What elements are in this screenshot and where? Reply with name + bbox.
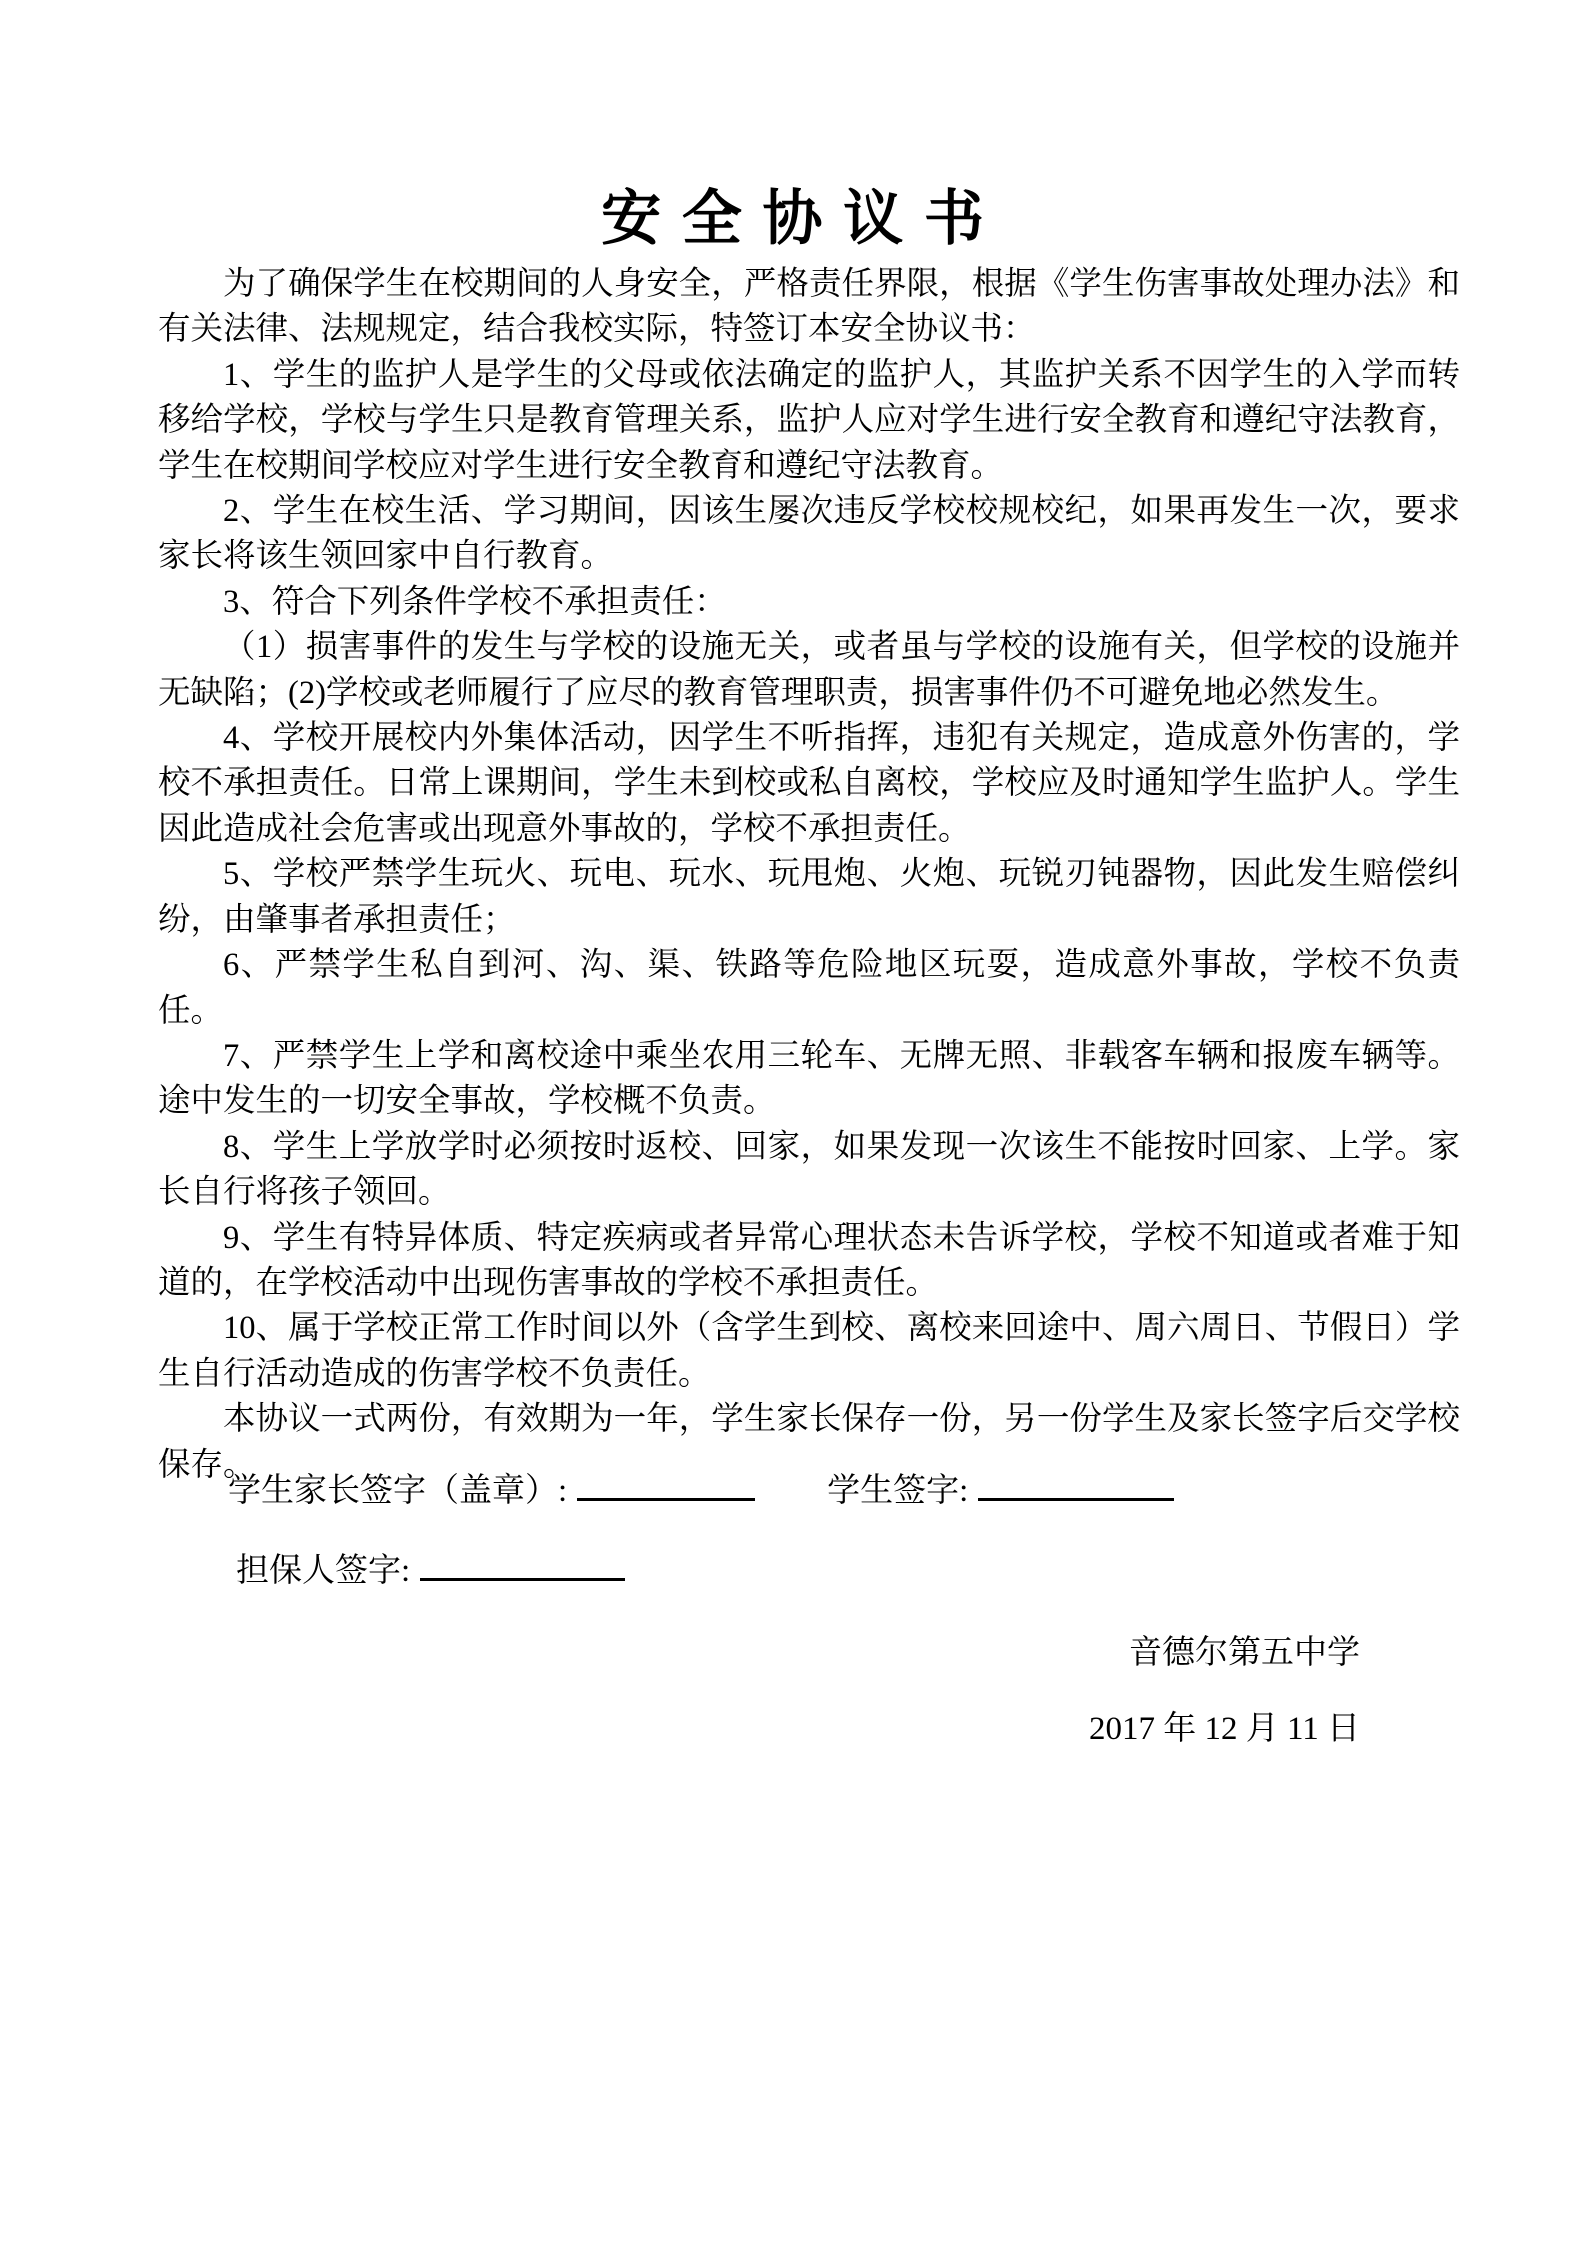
guarantor-signature-label: 担保人签字: — [236, 1553, 411, 1589]
signature-row-guarantor — [236, 1548, 625, 1594]
body-paragraph: 3、符合下列条件学校不承担责任： — [223, 583, 727, 620]
body-paragraph: 8、学生上学放学时必须按时返校、回家，如果发现一次该生不能按时回家、上学。家长自行将孩子领回。 — [158, 1128, 1460, 1211]
signature-row-parent-student — [228, 1468, 1174, 1514]
student-signature-label: 学生签字: — [827, 1473, 969, 1509]
body-paragraph: 5、学校严禁学生玩火、玩电、玩水、玩甩炮、火炮、玩锐刃钝器物，因此发生赔偿纠纷，由肇事者承担责任； — [158, 856, 1460, 938]
body-paragraph: 4、学校开展校内外集体活动，因学生不听指挥，违犯有关规定，造成意外伤害的，学校不承担责任。日常上课期间，学生未到校或私自离校，学校应及时通知学生监护人。学生因此造成社会危害或出现意外事故的，学校不承担责任。 — [158, 720, 1460, 847]
parent-signature-label: 学生家长签字（盖章）: — [228, 1473, 568, 1509]
body-paragraph: 6、严禁学生私自到河、沟、渠、铁路等危险地区玩耍，造成意外事故，学校不负责任。 — [158, 947, 1460, 1029]
body-paragraph: （1）损害事件的发生与学校的设施无关，或者虽与学校的设施有关，但学校的设施并无缺陷；(2)学校或老师履行了应尽的教育管理职责，损害事件仍不可避免地必然发生。 — [158, 629, 1460, 711]
parent-signature-line — [577, 1468, 755, 1501]
body-paragraph: 为了确保学生在校期间的人身安全，严格责任界限，根据《学生伤害事故处理办法》和有关法律、法规规定，结合我校实际，特签订本安全协议书： — [158, 266, 1460, 348]
body-paragraph: 7、严禁学生上学和离校途中乘坐农用三轮车、无牌无照、非载客车辆和报废车辆等。途中发生的一切安全事故，学校概不负责。 — [158, 1037, 1460, 1120]
body-paragraph: 10、属于学校正常工作时间以外（含学生到校、离校来回途中、周六周日、节假日）学生自行活动造成的伤害学校不负责任。 — [158, 1310, 1460, 1392]
document-title: 安 全 协 议 书 — [601, 185, 986, 252]
document-body — [158, 262, 1460, 1488]
school-name: 音德尔第五中学 — [1129, 1635, 1360, 1671]
document-date: 2017 年 12 月 11 日 — [1088, 1711, 1360, 1747]
body-paragraph: 1、学生的监护人是学生的父母或依法确定的监护人，其监护关系不因学生的入学而转移给学校，学校与学生只是教育管理关系，监护人应对学生进行安全教育和遵纪守法教育，学生在校期间学校应对学生进行安全教育和遵纪守法教育。 — [158, 356, 1460, 484]
guarantor-signature-line — [420, 1548, 625, 1581]
student-signature-line — [978, 1468, 1174, 1501]
body-paragraph: 9、学生有特异体质、特定疾病或者异常心理状态未告诉学校，学校不知道或者难于知道的，在学校活动中出现伤害事故的学校不承担责任。 — [158, 1219, 1460, 1301]
body-paragraph: 2、学生在校生活、学习期间，因该生屡次违反学校校规校纪，如果再发生一次，要求家长将该生领回家中自行教育。 — [158, 493, 1460, 575]
body-paragraph: 本协议一式两份，有效期为一年，学生家长保存一份，另一份学生及家长签字后交学校保存。 — [158, 1401, 1460, 1483]
